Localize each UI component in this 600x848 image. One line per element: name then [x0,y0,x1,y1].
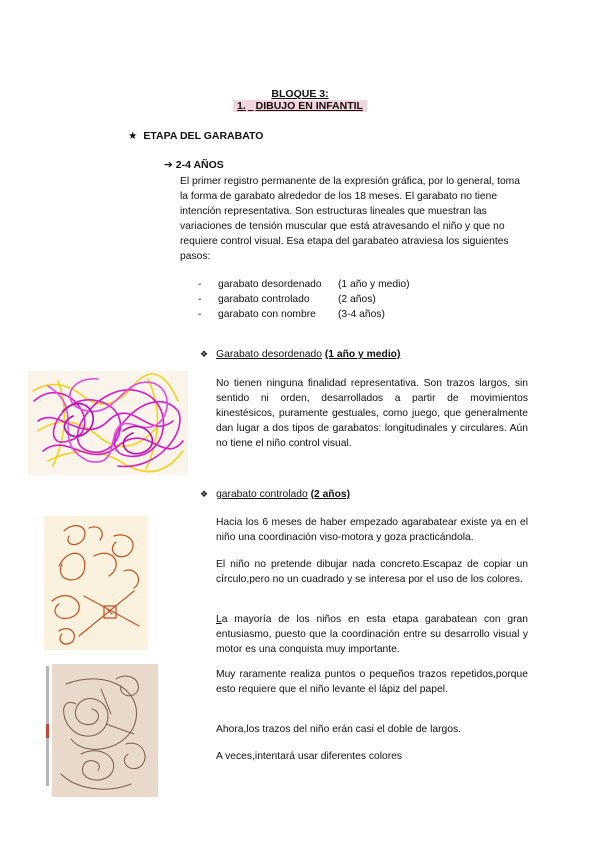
paragraph-text: a mayoría de los niños en esta etapa garabatean con gran entusiasmo, puesto que la coordinación entre su desarrollo visual y motor es una conquista muy importante. [216,614,528,655]
subheading-age: (1 año y medio) [324,349,401,360]
section-number: 1. [237,100,246,112]
diamond-bullet-icon: ❖ [200,489,209,499]
desordenado-paragraph: No tienen ninguna finalidad representativa. Son trazos largos, sin sentido ni orden, desarrollados a partir de movimientos kinestésicos, puramente gestuales, como juego, que generalmente dan lugar a dos tipos de garabatos: longitudinales y circulares. Aún no tiene el niño control visual. [216,378,528,449]
block-heading: BLOQUE 3: [271,88,329,100]
list-item [198,277,410,292]
arrow-right-icon: ➔ [164,159,173,171]
controlado-paragraph-2: El niño no pretende dibujar nada concreto.Escapaz de copiar un círculo,pero no un cuadrado y se interesa por el uso de los colores. [216,559,528,585]
section-title-text: DIBUJO EN INFANTIL [255,100,363,112]
controlado-paragraph-3 [216,612,528,657]
drop-letter: L [216,614,222,625]
list-item [198,292,410,307]
step-name: garabato con nombre [218,309,316,320]
controlado-paragraph-5: Ahora,los trazos del niño erán casi el doble de largos. [216,724,461,735]
age-heading [164,159,224,171]
subheading-age: (2 años) [310,489,351,500]
steps-list [198,277,410,322]
list-dash: - [198,279,202,290]
step-name: garabato controlado [218,294,310,305]
intro-paragraph: El primer registro permanente de la expresión gráfica, por lo general, toma la forma de garabato alrededor de los 18 meses. El garabato no tiene intención representativa. Son estructuras lineales que muestran las variaciones de tensión muscular que está atravesando el niño y que no requiere control visual. Esa etapa del garabateo atraviesa los siguientes pasos: [180,176,520,262]
controlado-paragraph-4: Muy raramente realiza puntos o pequeños trazos repetidos,porque esto requiere que el niño levante el lápiz del papel. [216,669,528,695]
scribble-image-1 [28,371,188,475]
controlado-paragraph-6: A veces,intentará usar diferentes colores [216,751,403,762]
age-title: 2-4 AÑOS [175,159,224,171]
star-bullet-icon: ★ [128,130,138,142]
scribble-image-2 [44,516,148,650]
list-dash: - [198,294,202,305]
diamond-bullet-icon: ❖ [200,349,209,359]
stage-title: ETAPA DEL GARABATO [143,130,264,142]
list-item [198,307,410,322]
controlado-paragraph-1: Hacia los 6 meses de haber empezado agarabatear existe ya en el niño una coordinación viso-motora y goza practicándola. [216,517,528,543]
subheading-desordenado [200,349,400,360]
step-age: (3-4 años) [338,309,385,320]
step-age: (2 años) [338,294,376,305]
step-age: (1 año y medio) [338,279,410,290]
stage-heading [128,130,263,142]
subheading-controlado [200,489,350,500]
scribble-image-3 [46,664,158,797]
section-title [0,100,600,112]
list-dash: - [198,309,202,320]
subheading-name: Garabato desordenado [216,349,322,360]
subheading-name: garabato controlado [216,489,308,500]
step-name: garabato desordenado [218,279,322,290]
